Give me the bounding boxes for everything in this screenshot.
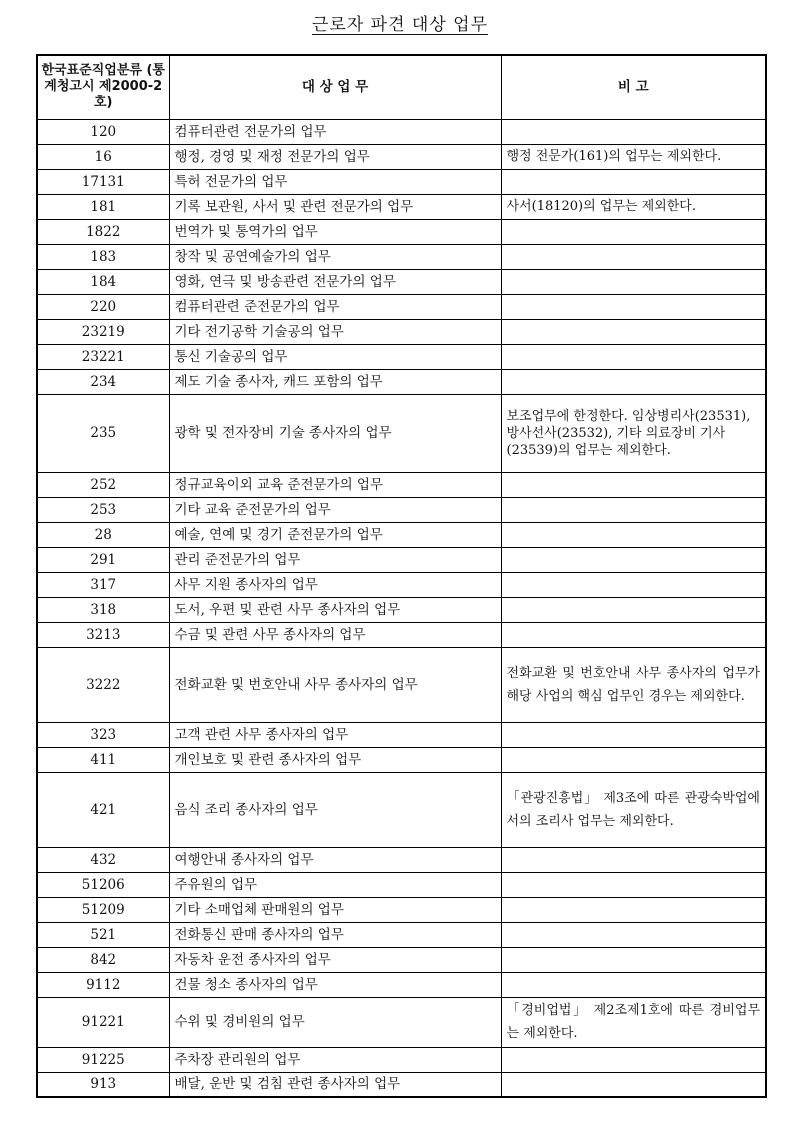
table-row [37,647,766,722]
table-row [37,1072,766,1097]
row-code: 253 [37,497,169,522]
row-code: 3213 [37,622,169,647]
row-code: 91221 [37,997,169,1047]
row-code: 842 [37,947,169,972]
row-job: 제도 기술 종사자, 캐드 포함의 업무 [169,369,501,394]
row-job: 수금 및 관련 사무 종사자의 업무 [169,622,501,647]
row-code: 323 [37,722,169,747]
row-note [501,972,766,997]
row-code: 184 [37,269,169,294]
header-classification-code: 한국표준직업분류 (통계청고시 제2000-2호) [37,55,169,119]
table-row [37,497,766,522]
row-code: 17131 [37,169,169,194]
row-code: 252 [37,472,169,497]
row-code: 421 [37,772,169,847]
row-job: 기타 전기공학 기술공의 업무 [169,319,501,344]
row-note [501,472,766,497]
row-note [501,597,766,622]
header-note: 비 고 [501,55,766,119]
row-code: 291 [37,547,169,572]
row-code: 432 [37,847,169,872]
table-row [37,772,766,847]
row-code: 318 [37,597,169,622]
row-code: 120 [37,119,169,144]
table-row [37,847,766,872]
table-row [37,369,766,394]
table-row [37,244,766,269]
table-row [37,394,766,472]
row-code: 23221 [37,344,169,369]
row-job: 광학 및 전자장비 기술 종사자의 업무 [169,394,501,472]
row-note [501,369,766,394]
row-job: 전화통신 판매 종사자의 업무 [169,922,501,947]
row-code: 317 [37,572,169,597]
row-note: 행정 전문가(161)의 업무는 제외한다. [501,144,766,169]
row-code: 913 [37,1072,169,1097]
table-row [37,1047,766,1072]
row-code: 411 [37,747,169,772]
row-job: 사무 지원 종사자의 업무 [169,572,501,597]
row-note [501,622,766,647]
row-note [501,947,766,972]
row-note [501,119,766,144]
row-job: 음식 조리 종사자의 업무 [169,772,501,847]
row-job: 자동차 운전 종사자의 업무 [169,947,501,972]
row-job: 기타 교육 준전문가의 업무 [169,497,501,522]
row-code: 9112 [37,972,169,997]
row-note: 보조업무에 한정한다. 임상병리사(23531), 방사선사(23532), 기타 의료장비 기사(23539)의 업무는 제외한다. [501,394,766,472]
row-code: 16 [37,144,169,169]
row-job: 특허 전문가의 업무 [169,169,501,194]
row-job: 컴퓨터관련 전문가의 업무 [169,119,501,144]
row-note: 전화교환 및 번호안내 사무 종사자의 업무가 해당 사업의 핵심 업무인 경우는 제외한다. [501,647,766,722]
row-job: 기타 소매업체 판매원의 업무 [169,897,501,922]
row-job: 컴퓨터관련 준전문가의 업무 [169,294,501,319]
table-row [37,194,766,219]
row-job: 정규교육이외 교육 준전문가의 업무 [169,472,501,497]
row-note: 「경비업법」 제2조제1호에 따른 경비업무는 제외한다. [501,997,766,1047]
table-row [37,219,766,244]
row-note [501,922,766,947]
table-row [37,872,766,897]
row-note [501,1047,766,1072]
row-job: 건물 청소 종사자의 업무 [169,972,501,997]
row-code: 521 [37,922,169,947]
row-job: 영화, 연극 및 방송관련 전문가의 업무 [169,269,501,294]
row-job: 개인보호 및 관련 종사자의 업무 [169,747,501,772]
table-row [37,597,766,622]
row-code: 181 [37,194,169,219]
row-note [501,572,766,597]
row-code: 3222 [37,647,169,722]
row-job: 통신 기술공의 업무 [169,344,501,369]
row-note [501,319,766,344]
row-note [501,497,766,522]
table-row [37,547,766,572]
table-header-row [37,55,766,119]
row-job: 고객 관련 사무 종사자의 업무 [169,722,501,747]
row-note [501,897,766,922]
row-code: 51209 [37,897,169,922]
table-row [37,472,766,497]
row-code: 235 [37,394,169,472]
row-code: 91225 [37,1047,169,1072]
table-row [37,622,766,647]
table-row [37,747,766,772]
row-note [501,1072,766,1097]
table-row [37,972,766,997]
table-row [37,572,766,597]
header-target-job: 대 상 업 무 [169,55,501,119]
row-job: 전화교환 및 번호안내 사무 종사자의 업무 [169,647,501,722]
row-note [501,294,766,319]
table-row [37,522,766,547]
row-note [501,547,766,572]
row-job: 배달, 운반 및 검침 관련 종사자의 업무 [169,1072,501,1097]
row-job: 번역가 및 통역가의 업무 [169,219,501,244]
dispatch-job-table [36,54,767,1098]
row-code: 28 [37,522,169,547]
row-code: 234 [37,369,169,394]
row-job: 수위 및 경비원의 업무 [169,997,501,1047]
table-row [37,169,766,194]
row-job: 기록 보관원, 사서 및 관련 전문가의 업무 [169,194,501,219]
row-note [501,169,766,194]
row-code: 23219 [37,319,169,344]
table-row [37,947,766,972]
row-job: 주차장 관리원의 업무 [169,1047,501,1072]
row-note [501,219,766,244]
table-row [37,897,766,922]
row-note [501,344,766,369]
row-job: 행정, 경영 및 재정 전문가의 업무 [169,144,501,169]
row-note: 사서(18120)의 업무는 제외한다. [501,194,766,219]
document-title: 근로자 파견 대상 업무 [311,15,488,35]
table-row [37,294,766,319]
row-job: 예술, 연예 및 경기 준전문가의 업무 [169,522,501,547]
table-row [37,319,766,344]
row-job: 도서, 우편 및 관련 사무 종사자의 업무 [169,597,501,622]
table-row [37,997,766,1047]
row-note [501,522,766,547]
table-row [37,922,766,947]
row-note: 「관광진흥법」 제3조에 따른 관광숙박업에서의 조리사 업무는 제외한다. [501,772,766,847]
row-code: 1822 [37,219,169,244]
table-row [37,144,766,169]
table-row [37,269,766,294]
table-row [37,344,766,369]
row-note [501,722,766,747]
row-note [501,244,766,269]
row-code: 183 [37,244,169,269]
row-note [501,872,766,897]
row-job: 관리 준전문가의 업무 [169,547,501,572]
row-job: 여행안내 종사자의 업무 [169,847,501,872]
row-code: 220 [37,294,169,319]
row-note [501,847,766,872]
row-note [501,747,766,772]
row-job: 창작 및 공연예술가의 업무 [169,244,501,269]
table-row [37,119,766,144]
row-code: 51206 [37,872,169,897]
row-note [501,269,766,294]
row-job: 주유원의 업무 [169,872,501,897]
table-row [37,722,766,747]
